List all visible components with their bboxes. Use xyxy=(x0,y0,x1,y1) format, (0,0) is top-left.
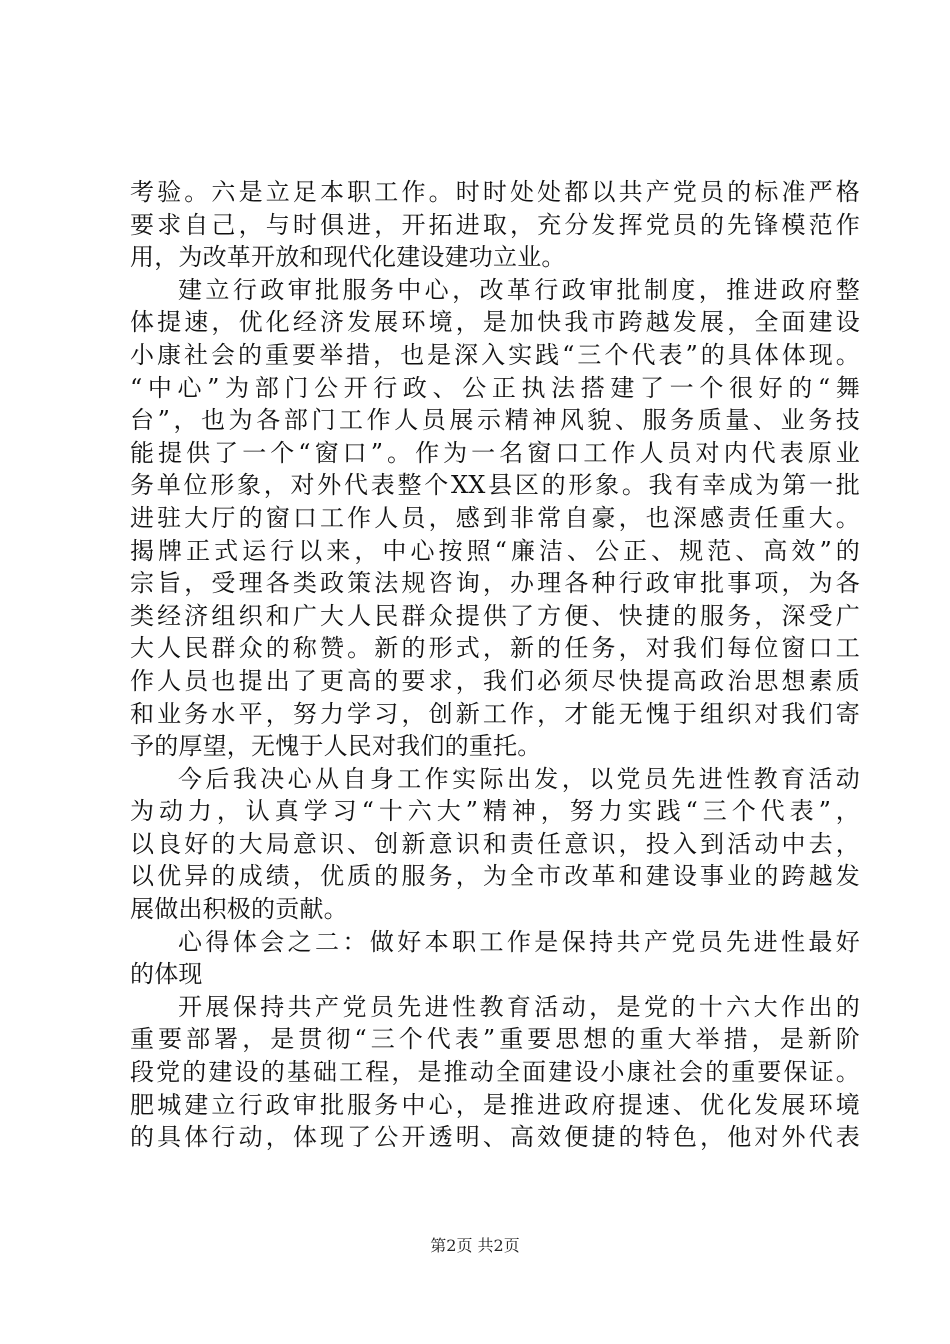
text-line: 台”，也为各部门工作人员展示精神风貌、服务质量、业务技 xyxy=(130,406,860,435)
page-footer: 第2页 共2页 xyxy=(430,1236,520,1255)
text-line: 心得体会之二：做好本职工作是保持共产党员先进性最好 xyxy=(178,927,860,956)
text-line: 务单位形象，对外代表整个XX县区的形象。我有幸成为第一批 xyxy=(130,471,860,500)
text-line: 宗旨，受理各类政策法规咨询，办理各种行政审批事项，为各 xyxy=(130,569,860,598)
text-line: 建立行政审批服务中心，改革行政审批制度，推进政府整 xyxy=(178,275,860,304)
text-line: 肥城建立行政审批服务中心，是推进政府提速、优化发展环境 xyxy=(130,1090,860,1119)
text-line: 进驻大厅的窗口工作人员，感到非常自豪，也深感责任重大。 xyxy=(130,503,860,532)
text-line: 类经济组织和广大人民群众提供了方便、快捷的服务，深受广 xyxy=(130,601,860,630)
text-line: 为动力，认真学习“十六大”精神，努力实践“三个代表”， xyxy=(130,797,860,826)
text-line: 考验。六是立足本职工作。时时处处都以共产党员的标准严格 xyxy=(130,178,860,206)
text-line: 小康社会的重要举措，也是深入实践“三个代表”的具体体现。 xyxy=(130,340,860,369)
text-line: 的体现 xyxy=(130,960,203,989)
text-line: 段党的建设的基础工程，是推动全面建设小康社会的重要保证。 xyxy=(130,1058,860,1087)
text-line: “中心”为部门公开行政、公正执法搭建了一个很好的“舞 xyxy=(130,373,860,402)
text-line: 作人员也提出了更高的要求，我们必须尽快提高政治思想素质 xyxy=(130,666,860,695)
text-line: 和业务水平，努力学习，创新工作，才能无愧于组织对我们寄 xyxy=(130,699,860,728)
text-line: 重要部署，是贯彻“三个代表”重要思想的重大举措，是新阶 xyxy=(130,1025,860,1054)
text-line: 展做出积极的贡献。 xyxy=(130,895,348,924)
text-line: 予的厚望，无愧于人民对我们的重托。 xyxy=(130,732,542,761)
text-line: 用，为改革开放和现代化建设建功立业。 xyxy=(130,243,566,272)
text-line: 的具体行动，体现了公开透明、高效便捷的特色，他对外代表 xyxy=(130,1123,860,1152)
text-line: 要求自己，与时俱进，开拓进取，充分发挥党员的先锋模范作 xyxy=(130,210,860,239)
text-line: 能提供了一个“窗口”。作为一名窗口工作人员对内代表原业 xyxy=(130,438,860,467)
text-line: 以优异的成绩，优质的服务，为全市改革和建设事业的跨越发 xyxy=(130,862,860,891)
text-line: 体提速，优化经济发展环境，是加快我市跨越发展，全面建设 xyxy=(130,308,860,337)
document-body xyxy=(130,176,860,1154)
text-line: 以良好的大局意识、创新意识和责任意识，投入到活动中去， xyxy=(130,829,860,858)
text-line: 开展保持共产党员先进性教育活动，是党的十六大作出的 xyxy=(178,992,860,1021)
text-line: 今后我决心从自身工作实际出发，以党员先进性教育活动 xyxy=(178,764,860,793)
text-line: 揭牌正式运行以来，中心按照“廉洁、公正、规范、高效”的 xyxy=(130,536,860,565)
text-line: 大人民群众的称赞。新的形式，新的任务，对我们每位窗口工 xyxy=(130,634,860,663)
